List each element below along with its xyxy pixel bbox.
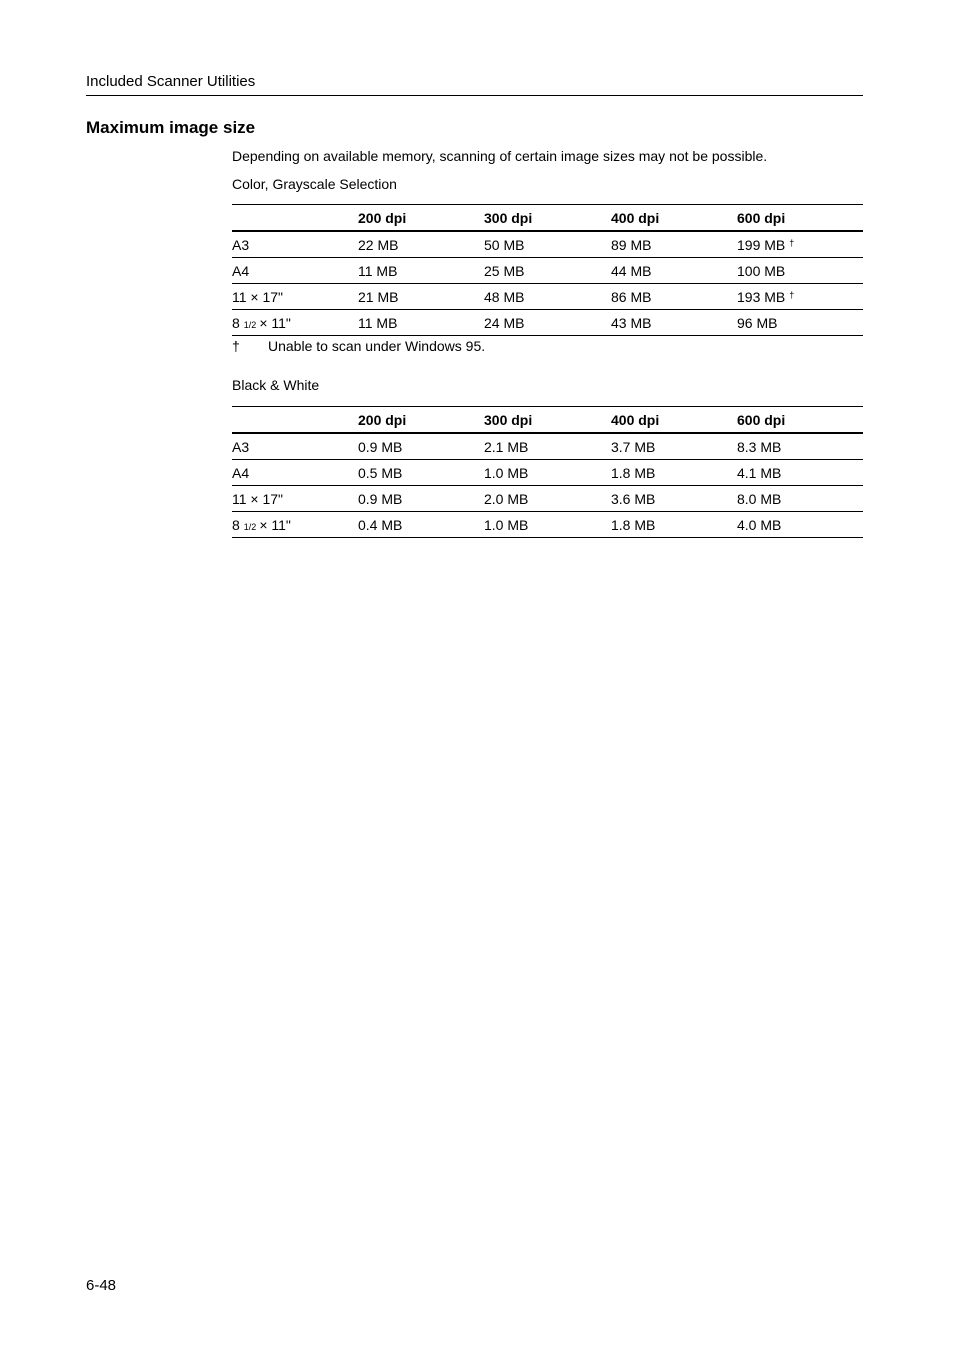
file-size-cell: 1.8 MB — [611, 516, 656, 533]
file-size-cell: 0.9 MB — [358, 490, 403, 507]
file-size-cell: 25 MB — [484, 262, 525, 279]
paper-size: 11 × 17" — [232, 490, 284, 507]
file-size-cell: 4.1 MB — [737, 464, 782, 481]
file-size-value: 193 MB — [737, 288, 786, 305]
column-header — [232, 205, 358, 232]
paper-size-fraction: 1/2 — [243, 319, 257, 330]
footnote-mark: † — [232, 338, 240, 354]
file-size-cell: 8.0 MB — [737, 490, 782, 507]
paper-size: A4 — [232, 464, 250, 481]
file-size-cell: 50 MB — [484, 236, 525, 253]
file-size-cell: 0.9 MB — [358, 438, 403, 455]
color-table-caption: Color, Grayscale Selection — [232, 176, 397, 192]
table-row — [232, 486, 863, 512]
table-row — [232, 284, 863, 310]
paper-size-cell — [232, 310, 358, 336]
file-size-cell: 1.8 MB — [611, 464, 656, 481]
intro-paragraph: Depending on available memory, scanning of certain image sizes may not be possible. — [232, 148, 768, 164]
file-size-cell: 3.7 MB — [611, 438, 656, 455]
file-size-cell: 43 MB — [611, 314, 652, 331]
file-size-cell: 11 MB — [358, 262, 398, 279]
table-header-row — [232, 407, 863, 434]
table-row — [232, 258, 863, 284]
paper-size: 11 × 17" — [232, 288, 284, 305]
file-size-cell — [737, 284, 863, 310]
paper-size: A3 — [232, 236, 250, 253]
running-header — [86, 73, 863, 96]
column-header: 300 dpi — [484, 411, 533, 428]
file-size-cell: 21 MB — [358, 288, 399, 305]
color-size-table — [232, 204, 863, 336]
file-size-cell: 11 MB — [358, 314, 398, 331]
paper-size: A4 — [232, 262, 250, 279]
page-number: 6-48 — [86, 1277, 117, 1294]
file-size-cell: 0.4 MB — [358, 516, 403, 533]
paper-size-fraction: 1/2 — [243, 521, 257, 532]
paper-size-cell — [232, 258, 358, 284]
file-size-cell: 22 MB — [358, 236, 399, 253]
file-size-cell: 1.0 MB — [484, 464, 529, 481]
bw-size-table — [232, 406, 863, 538]
file-size-cell: 0.5 MB — [358, 464, 403, 481]
column-header: 600 dpi — [737, 209, 786, 226]
running-header-title: Included Scanner Utilities — [86, 73, 256, 90]
file-size-value: 199 MB — [737, 236, 786, 253]
paper-size-rest: × 11" — [259, 314, 291, 331]
section-title: Maximum image size — [86, 118, 256, 137]
column-header — [232, 407, 358, 434]
column-header: 400 dpi — [611, 411, 660, 428]
file-size-cell: 8.3 MB — [737, 438, 782, 455]
column-header: 200 dpi — [358, 411, 407, 428]
file-size-cell: 1.0 MB — [484, 516, 529, 533]
file-size-cell: 4.0 MB — [737, 516, 782, 533]
table-row — [232, 512, 863, 538]
file-size-cell: 44 MB — [611, 262, 652, 279]
column-header: 200 dpi — [358, 209, 407, 226]
file-size-cell: 3.6 MB — [611, 490, 656, 507]
file-size-cell — [737, 231, 863, 258]
paper-size: 8 — [232, 516, 240, 533]
file-size-cell: 86 MB — [611, 288, 652, 305]
column-header: 300 dpi — [484, 209, 533, 226]
file-size-cell: 96 MB — [737, 314, 778, 331]
dagger-footnote-mark: † — [789, 289, 795, 300]
table-row — [232, 310, 863, 336]
paper-size-cell — [232, 460, 358, 486]
paper-size-cell — [232, 284, 358, 310]
paper-size: 8 — [232, 314, 240, 331]
bw-table-caption: Black & White — [232, 377, 320, 393]
file-size-cell: 2.1 MB — [484, 438, 529, 455]
paper-size-cell — [232, 486, 358, 512]
file-size-cell: 100 MB — [737, 262, 786, 279]
file-size-cell: 89 MB — [611, 236, 652, 253]
file-size-cell: 24 MB — [484, 314, 525, 331]
paper-size: A3 — [232, 438, 250, 455]
paper-size-cell — [232, 512, 358, 538]
column-header: 600 dpi — [737, 411, 786, 428]
paper-size-rest: × 11" — [259, 516, 291, 533]
dagger-footnote-mark: † — [789, 237, 795, 248]
table-header-row — [232, 205, 863, 232]
file-size-cell: 48 MB — [484, 288, 525, 305]
footnote — [232, 338, 485, 354]
paper-size-cell — [232, 433, 358, 460]
paper-size-cell — [232, 231, 358, 258]
footnote-text: Unable to scan under Windows 95. — [268, 338, 486, 354]
table-row — [232, 433, 863, 460]
table-row — [232, 460, 863, 486]
file-size-cell: 2.0 MB — [484, 490, 529, 507]
table-row — [232, 231, 863, 258]
column-header: 400 dpi — [611, 209, 660, 226]
